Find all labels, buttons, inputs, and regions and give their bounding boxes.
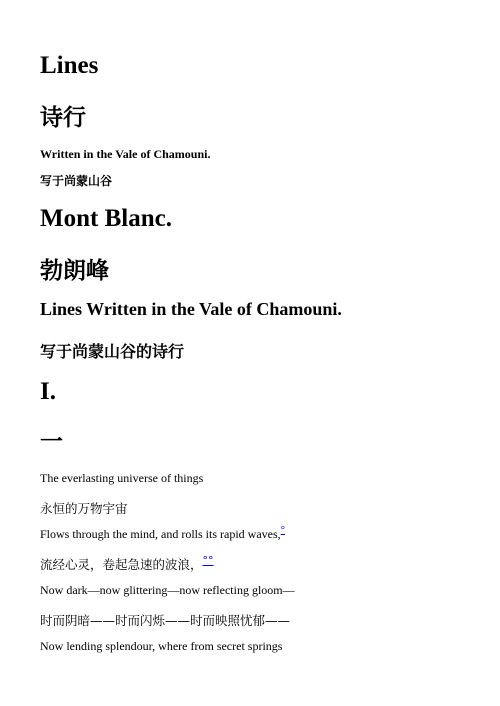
poem-line-2-en [40, 524, 286, 542]
poem-line-3-cn: 时而阴暗——时而闪烁——时而映照忧郁—— [40, 613, 291, 628]
sub-heading-en: Lines Written in the Vale of Chamouni. [40, 299, 342, 319]
title-en: Lines [40, 52, 99, 79]
poem-line-4-en: Now lending splendour, where from secret springs [40, 639, 283, 653]
subtitle-en: Written in the Vale of Chamouni. [40, 147, 211, 161]
subtitle-cn: 写于尚蒙山谷 [40, 174, 113, 188]
section-number-cn: 一 [40, 429, 63, 455]
footnote-link-en[interactable]: ° [280, 524, 286, 536]
section-number-en: I. [40, 378, 56, 405]
poem-line-2-en-text: Flows through the mind, and rolls its rapid waves, [40, 527, 281, 541]
poem-line-2-cn-text: 流经心灵，卷起急速的波浪， [40, 557, 203, 572]
poem-line-3-en: Now dark—now glittering—now reflecting gloom— [40, 583, 295, 597]
heading-cn: 勃朗峰 [40, 258, 109, 284]
heading-en: Mont Blanc. [40, 205, 172, 232]
sub-heading-cn: 写于尚蒙山谷的诗行 [40, 342, 185, 361]
poem-line-2-cn [40, 555, 214, 573]
title-cn: 诗行 [40, 105, 86, 131]
footnote-link-cn[interactable]: °° [202, 553, 214, 567]
poem-line-1-cn: 永恒的万物宇宙 [40, 501, 128, 516]
poem-line-1-en: The everlasting universe of things [40, 471, 204, 485]
